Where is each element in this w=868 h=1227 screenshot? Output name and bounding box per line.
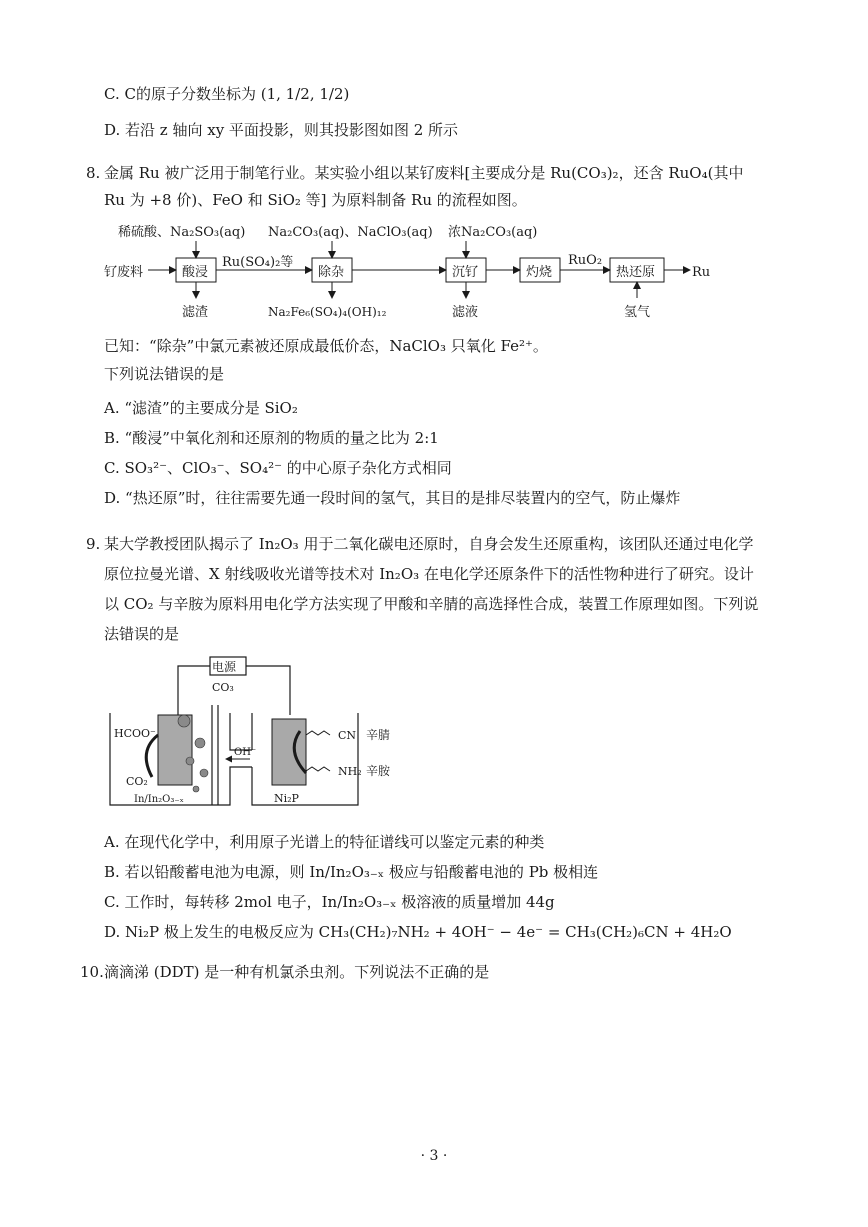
flow-step-4: 灼烧 [526,265,553,280]
co3-label: CO₃ [212,681,234,694]
flow-step-3: 沉钌 [452,265,479,280]
left-electrode-label: In/In₂O₃₋ₓ [134,794,184,805]
right-electrode-label: Ni₂P [274,792,299,805]
flow-end-label: Ru [692,265,711,280]
flow-step-5: 热还原 [616,265,656,280]
flow-input-2: Na₂CO₃(aq)、NaClO₃(aq) [268,225,433,240]
q8-number: 8. [86,164,101,182]
q8-stem-line1: 金属 Ru 被广泛用于制笔行业。某实验小组以某钌废料[主要成分是 Ru(CO₃)₂，还含 RuO₄(其中 [104,164,744,182]
nitrile-formula: CN [338,729,357,742]
q8-option-d: D. “热还原”时，往往需要先通一段时间的氢气，其目的是排尽装置内的空气，防止爆炸 [104,489,681,507]
flow-input-3: 浓Na₂CO₃(aq) [448,225,538,240]
q8-flowchart [100,216,740,326]
q9-option-c: C. 工作时，每转移 2mol 电子，In/In₂O₃₋ₓ 极溶液的质量增加 44g [104,893,555,911]
q7-option-c-text: C. C的原子分数坐标为 [104,85,256,103]
amine-formula: NH₂ [338,765,362,778]
q9-option-a: A. 在现代化学中，利用原子光谱上的特征谱线可以鉴定元素的种类 [104,833,545,851]
q9-stem-line1: 某大学教授团队揭示了 In₂O₃ 用于二氧化碳电还原时，自身会发生还原重构，该团队还通过电化学 [104,535,754,553]
q9-stem-line2: 原位拉曼光谱、X 射线吸收光谱等技术对 In₂O₃ 在电化学还原条件下的活性物种进行了研究。设计 [104,565,754,583]
hcoo-label: HCOO⁻ [114,727,156,740]
q8-known: 已知：“除杂”中氯元素被还原成最低价态，NaClO₃ 只氧化 Fe²⁺。 [104,337,548,355]
flow-step-2: 除杂 [318,265,345,280]
right-electrode [272,719,306,785]
q7-option-c-coord: (1, 1/2, 1/2) [260,85,350,103]
q8-option-b: B. “酸浸”中氧化剂和还原剂的物质的量之比为 2:1 [104,429,439,447]
co2-label: CO₂ [126,775,148,788]
q9-stem-line3: 以 CO₂ 与辛胺为原料用电化学方法实现了甲酸和辛腈的高选择性合成，装置工作原理如图。下列说 [104,595,759,613]
q9-option-d: D. Ni₂P 极上发生的电极反应为 CH₃(CH₂)₇NH₂ + 4OH⁻ − 4e⁻ = CH₃(CH₂)₆CN + 4H₂O [104,923,732,941]
power-source-label: 电源 [212,660,237,674]
flow-output-3: 滤液 [452,305,479,320]
left-reaction-arrow [146,735,158,777]
q8-prompt: 下列说法错误的是 [104,365,225,383]
q8-option-c: C. SO₃²⁻、ClO₃⁻、SO₄²⁻ 的中心原子杂化方式相同 [104,459,452,477]
q8-stem-line2: Ru 为 +8 价)、FeO 和 SiO₂ 等] 为原料制备 Ru 的流程如图。 [104,191,527,209]
amine-label: 辛胺 [366,764,391,778]
q10-stem: 滴滴涕 (DDT) 是一种有机氯杀虫剂。下列说法不正确的是 [104,963,490,981]
flow-output-1: 滤渣 [182,305,209,320]
flow-input-1: 稀硫酸、Na₂SO₃(aq) [118,225,246,240]
q9-stem-line4: 法错误的是 [104,625,180,643]
flow-step-1: 酸浸 [182,265,209,280]
flow-start-label: 钌废料 [104,265,144,280]
oh-label: OH⁻ [234,747,257,758]
page-number: · 3 · [420,1148,448,1164]
q9-option-b: B. 若以铅酸蓄电池为电源，则 In/In₂O₃₋ₓ 极应与铅酸蓄电池的 Pb 极相连 [104,863,599,881]
q7-option-c [104,84,349,104]
flow-hydrogen: 氢气 [624,305,651,320]
q10-number: 10. [80,963,104,981]
q8-option-a: A. “滤渣”的主要成分是 SiO₂ [104,399,298,417]
flow-mid-label-1: Ru(SO₄)₂等 [222,255,294,270]
flow-mid-label-2: RuO₂ [568,253,603,268]
nitrile-label: 辛腈 [366,728,391,742]
q9-electrolysis-diagram [100,655,400,815]
q7-option-d: D. 若沿 z 轴向 xy 平面投影，则其投影图如图 2 所示 [104,121,459,139]
q9-number: 9. [86,535,101,553]
flow-output-2: Na₂Fe₆(SO₄)₄(OH)₁₂ [268,305,387,319]
